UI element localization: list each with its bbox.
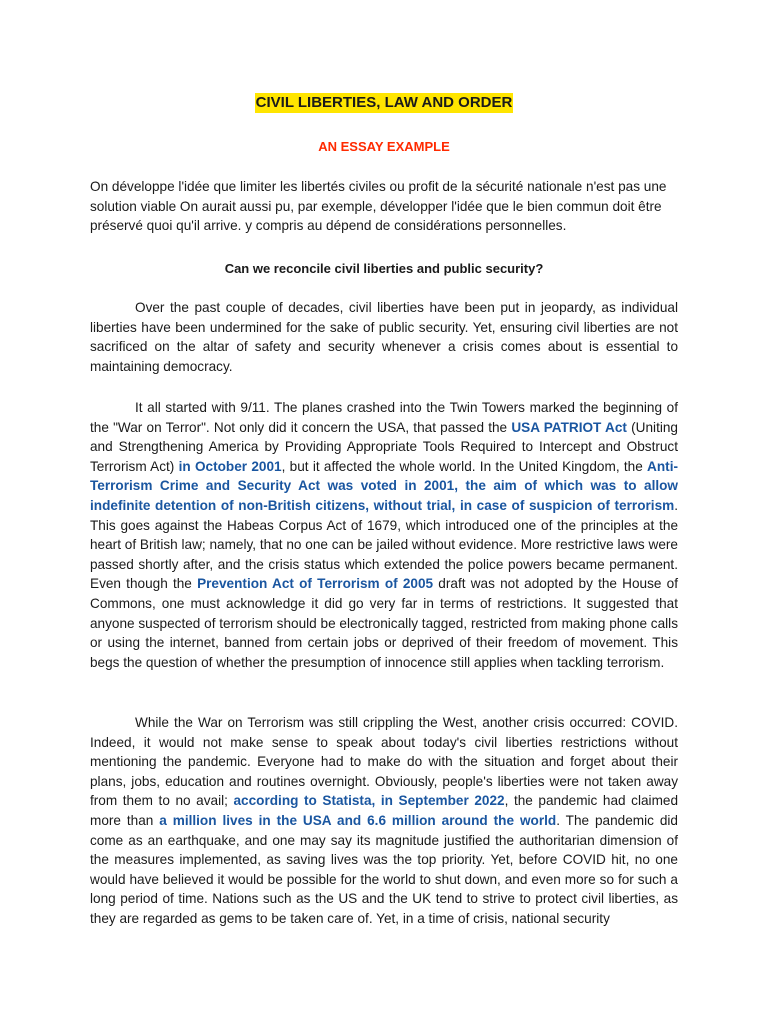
essay-question-heading: Can we reconcile civil liberties and public security? <box>224 261 544 276</box>
paragraph-text: It all started with 9/11. The planes crashed into the Twin Towers marked the beginning of the "War on Terror". Not only did it concern the USA, that passed the <box>90 400 678 435</box>
highlighted-reference: in October 2001 <box>178 458 282 474</box>
intro-paragraph: On développe l'idée que limiter les libertés civiles ou profit de la sécurité nationale n'est pas une solution viable On aurait aussi pu, par exemple, développer l'idée que le bien commun doit être préservé quoi qu'il arrive. y compris au dépend de considérations personnelles. <box>90 179 667 234</box>
highlighted-reference: according to Statista, in September 2022 <box>233 793 505 809</box>
paragraph-text: draft was not adopted by the House of Commons, one must acknowledge it did go very far in terms of restrictions. It suggested that anyone suspected of terrorism should be electronically tagged, restricted from making phone calls or using the internet, banned from certain jobs or deprived of their freedom of movement. This begs the question of whether the presumption of innocence still applies when tackling terrorism. <box>90 576 679 670</box>
body-paragraph-2 <box>90 398 678 672</box>
highlighted-reference: USA PATRIOT Act <box>511 419 627 435</box>
paragraph-text: , but it affected the whole world. In the United Kingdom, the <box>281 458 648 474</box>
highlighted-reference: Anti-Terrorism Crime and Security Act was voted in 2001, the aim of which was to allow indefinite detention of non-British citizens, without trial, in case of suspicion of terrorism <box>90 458 678 513</box>
highlighted-reference: Prevention Act of Terrorism of 2005 <box>197 576 434 592</box>
paragraph-text: . The pandemic did come as an earthquake, and one may say its magnitude justified the authoritarian dimension of the measures implemented, as saving lives was the top priority. Yet, before COVID hit, no one would have believed it would be possible for the world to shut down, and even more so for such a long period of time. Nations such as the US and the UK tend to strive to protect civil liberties, as they are regarded as gems to be taken care of. Yet, in a time of crisis, national security <box>90 812 678 926</box>
body-paragraph-3 <box>90 713 678 929</box>
paragraph-text: . This goes against the Habeas Corpus Act of 1679, which introduced one of the principles at the heart of British law; namely, that no one can be jailed without evidence. More restrictive laws were passed shortly after, and the crisis status which extended the police powers became permanent. Even though the <box>90 497 678 592</box>
paragraph-text: (Uniting and Strengthening America by Providing Appropriate Tools Required to Intercept and Obstruct Terrorism Act) <box>90 419 678 474</box>
body-paragraph-1: Over the past couple of decades, civil liberties have been put in jeopardy, as individual liberties have been undermined for the sake of public security. Yet, ensuring civil liberties are not sacrificed on the altar of safety and security whenever a crisis comes about is essential to maintaining democracy. <box>90 300 678 374</box>
paragraph-text: While the War on Terrorism was still crippling the West, another crisis occurred: COVID. Indeed, it would not make sense to speak about today's civil liberties restrictions without mentioning the pandemic. Everyone had to make do with the situation and forget about their plans, jobs, education and routines overnight. Obviously, people's liberties were not taken away from them to no avail; <box>90 715 678 809</box>
document-subtitle: AN ESSAY EXAMPLE <box>318 139 450 154</box>
title-container <box>90 93 678 113</box>
paragraph-text: , the pandemic had claimed more than <box>90 793 679 828</box>
document-title: CIVIL LIBERTIES, LAW AND ORDER <box>255 94 513 111</box>
highlighted-reference: a million lives in the USA and 6.6 million around the world <box>159 812 557 828</box>
